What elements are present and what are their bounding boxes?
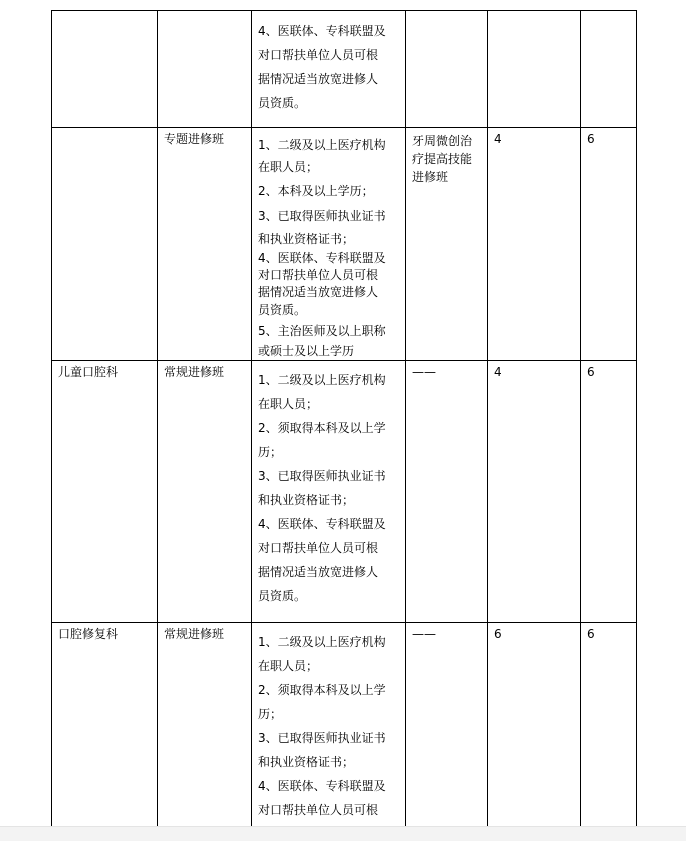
department-cell [52,11,158,128]
quota-cell [488,623,581,828]
requirement-line: 和执业资格证书； [258,755,355,769]
program-name-line: 牙周微创治 [412,134,473,148]
requirement-line: 在职人员； [258,160,319,174]
table-row [52,11,637,128]
requirement-line: 1、二级及以上医疗机构 [258,635,386,649]
requirement-line: 据情况适当放宽进修人 [258,285,379,299]
requirements-cell [252,361,406,623]
requirement-line: 和执业资格证书； [258,493,355,507]
requirement-line: 2、须取得本科及以上学 [258,683,386,697]
program-name-line: —— [412,627,436,641]
requirement-line: 3、已取得医师执业证书 [258,209,386,223]
duration-cell [581,361,637,623]
program-name-line: 疗提高技能 [412,152,473,166]
program-cell [406,11,488,128]
quota-cell [488,361,581,623]
class-type-cell [158,623,252,828]
quota-cell [488,128,581,361]
requirement-line: 据情况适当放宽进修人 [258,565,379,579]
department-cell [52,623,158,828]
table-row [52,623,637,828]
requirement-line: 3、已取得医师执业证书 [258,469,386,483]
requirement-line: 2、本科及以上学历； [258,184,374,198]
viewer-bottom-strip [0,826,686,841]
duration-value: 6 [587,132,595,146]
quota-cell [488,11,581,128]
duration-value: 6 [587,627,595,641]
program-name-line: 进修班 [412,170,449,184]
class-type-label: 专题进修班 [164,132,225,146]
requirement-line: 对口帮扶单位人员可根 [258,803,379,817]
department-label: 儿童口腔科 [58,365,119,379]
class-type-label: 常规进修班 [164,627,225,641]
duration-cell [581,128,637,361]
requirements-cell [252,623,406,828]
requirement-line: 历； [258,445,283,459]
class-type-cell [158,11,252,128]
requirement-line: 在职人员； [258,397,319,411]
program-name-line: —— [412,365,436,379]
requirement-line: 4、医联体、专科联盟及 [258,517,386,531]
class-type-cell [158,128,252,361]
requirement-line: 据情况适当放宽进修人 [258,72,379,86]
requirement-line: 4、医联体、专科联盟及 [258,251,386,265]
requirement-line: 3、已取得医师执业证书 [258,731,386,745]
department-cell [52,128,158,361]
requirements-cell [252,11,406,128]
duration-cell [581,623,637,828]
program-cell [406,361,488,623]
requirement-line: 对口帮扶单位人员可根 [258,48,379,62]
requirements-cell [252,128,406,361]
training-requirements-table [51,10,637,828]
requirement-line: 在职人员； [258,659,319,673]
duration-cell [581,11,637,128]
requirement-line: 员资质。 [258,303,307,317]
department-cell [52,361,158,623]
requirement-line: 4、医联体、专科联盟及 [258,24,386,38]
requirement-line: 或硕士及以上学历 [258,344,355,358]
department-label: 口腔修复科 [58,627,119,641]
requirement-line: 对口帮扶单位人员可根 [258,541,379,555]
requirement-line: 员资质。 [258,96,307,110]
quota-value: 4 [494,132,502,146]
requirement-line: 员资质。 [258,589,307,603]
table-row [52,361,637,623]
quota-value: 4 [494,365,502,379]
requirement-line: 4、医联体、专科联盟及 [258,779,386,793]
requirement-line: 和执业资格证书； [258,232,355,246]
class-type-label: 常规进修班 [164,365,225,379]
requirement-line: 1、二级及以上医疗机构 [258,373,386,387]
program-cell [406,128,488,361]
requirement-line: 5、主治医师及以上职称 [258,324,386,338]
quota-value: 6 [494,627,502,641]
class-type-cell [158,361,252,623]
program-cell [406,623,488,828]
requirement-line: 对口帮扶单位人员可根 [258,268,379,282]
table-row [52,128,637,361]
requirement-line: 2、须取得本科及以上学 [258,421,386,435]
requirement-line: 历； [258,707,283,721]
duration-value: 6 [587,365,595,379]
requirement-line: 1、二级及以上医疗机构 [258,138,386,152]
